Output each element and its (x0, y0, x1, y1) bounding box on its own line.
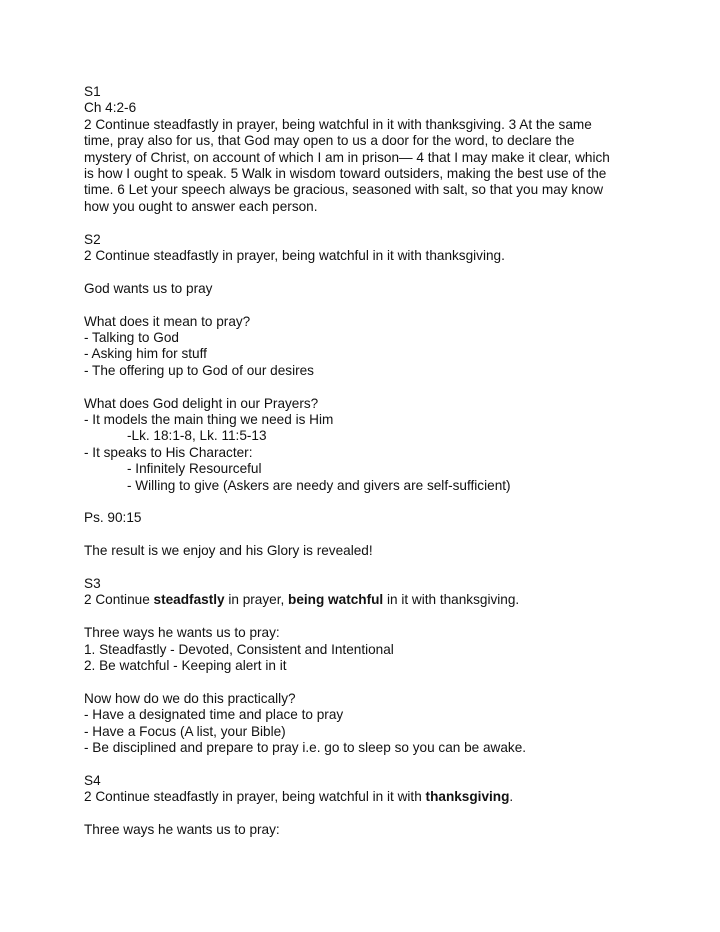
list-item: - Have a designated time and place to pray (84, 707, 344, 723)
scripture-passage-line: time, pray also for us, that God may open to us a door for the word, to declare the (84, 133, 575, 149)
list-title: Three ways he wants us to pray: (84, 625, 280, 641)
verse-segment: 2 Continue (84, 592, 154, 608)
section-heading-s3: S3 (84, 576, 101, 592)
list-item: - It models the main thing we need is Him (84, 412, 334, 428)
blank-line (84, 527, 644, 543)
verse-segment: in prayer, (224, 592, 289, 608)
blank-line (84, 215, 644, 231)
blank-line (84, 379, 644, 395)
list-item: - Talking to God (84, 330, 179, 346)
sub-list-item: - Willing to give (Askers are needy and givers are self-sufficient) (127, 477, 511, 493)
section-heading-s1: S1 (84, 84, 101, 99)
verse-segment: 2 Continue steadfastly in prayer, being watchful in it with (84, 789, 426, 805)
scripture-passage-line: mystery of Christ, on account of which I am in prison— 4 that I may make it clear, which (84, 149, 610, 165)
blank-line (84, 806, 644, 822)
list-item: - It speaks to His Character: (84, 444, 253, 460)
blank-line (84, 264, 644, 280)
blank-line (84, 297, 644, 313)
psalm-reference: Ps. 90:15 (84, 510, 142, 526)
verse-text: 2 Continue steadfastly in prayer, being watchful in it with thanksgiving. (84, 248, 505, 264)
sub-list-item: - Infinitely Resourceful (127, 461, 262, 477)
scripture-passage-line: is how I ought to speak. 5 Walk in wisdom toward outsiders, making the best use of the (84, 166, 607, 182)
verse-emphasis: thanksgiving (425, 789, 510, 805)
blank-line (84, 757, 644, 773)
verse-segment: . (509, 789, 514, 805)
statement-text: God wants us to pray (84, 280, 213, 296)
scripture-passage-line: time. 6 Let your speech always be gracious, seasoned with salt, so that you may know (84, 182, 604, 198)
scripture-passage-line: 2 Continue steadfastly in prayer, being watchful in it with thanksgiving. 3 At the same (84, 116, 592, 132)
list-item: - Have a Focus (A list, your Bible) (84, 723, 286, 739)
verse-text (84, 789, 644, 805)
blank-line (84, 675, 644, 691)
list-item: 1. Steadfastly - Devoted, Consistent and Intentional (84, 641, 394, 657)
list-title: Three ways he wants us to pray: (84, 822, 280, 838)
verse-text (84, 592, 644, 608)
question-text: What does God delight in our Prayers? (84, 395, 319, 411)
verse-emphasis: steadfastly (153, 592, 225, 608)
sub-list-item: -Lk. 18:1-8, Lk. 11:5-13 (127, 428, 267, 444)
document-page (84, 84, 644, 839)
list-item: - Be disciplined and prepare to pray i.e. go to sleep so you can be awake. (84, 740, 527, 756)
verse-segment: in it with thanksgiving. (383, 592, 520, 608)
result-statement: The result is we enjoy and his Glory is revealed! (84, 543, 373, 559)
list-item: - Asking him for stuff (84, 346, 207, 362)
section-heading-s2: S2 (84, 231, 101, 247)
blank-line (84, 560, 644, 576)
verse-emphasis: being watchful (288, 592, 384, 608)
question-text: What does it mean to pray? (84, 313, 251, 329)
scripture-reference: Ch 4:2-6 (84, 100, 137, 116)
question-text: Now how do we do this practically? (84, 690, 296, 706)
scripture-passage-line: how you ought to answer each person. (84, 198, 318, 214)
list-item: 2. Be watchful - Keeping alert in it (84, 658, 287, 674)
blank-line (84, 609, 644, 625)
section-heading-s4: S4 (84, 772, 101, 788)
list-item: - The offering up to God of our desires (84, 362, 314, 378)
blank-line (84, 494, 644, 510)
